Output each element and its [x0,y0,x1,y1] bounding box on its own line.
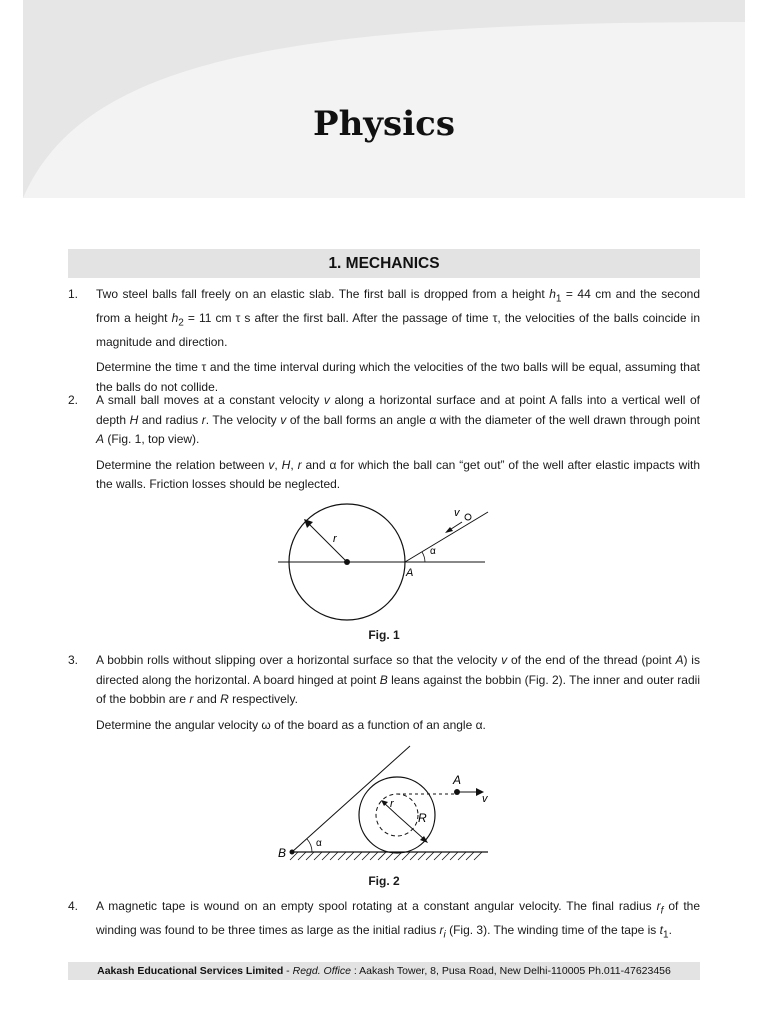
problem-4-statement: A magnetic tape is wound on an empty spool rotating at a constant angular velocity. The final radius $r_f$ of the winding was found to be three times as large as the initial radius $r_i$ (Fig. 3). The winding time of the tape is $t_1$. [96,899,700,941]
fig1-label-r: r [333,533,337,545]
fig2-label-alpha: α [316,838,322,849]
fig2-label-r: r [390,798,394,810]
fig1-label-a: A [406,567,414,579]
problem-number: 4. [68,899,79,913]
problem-2-statement: A small ball moves at a constant velocity v along a horizontal surface and at point A falls into a vertical well of depth H and radius r. The velocity v of the ball forms an angle α with the diameter of the well drawn through point A (Fig. 1, top view). [96,393,700,446]
page-title: Physics [313,104,455,144]
fig1-label-v: v [454,507,460,519]
fig-2-caption: Fig. 2 [368,874,400,888]
problem-number: 3. [68,653,79,667]
problem-3 [68,651,700,741]
fig2-label-R: R [418,811,427,825]
problem-3-question: Determine the angular velocity ω of the board as a function of an angle α. [96,717,486,732]
figure-2 [270,740,500,870]
figure-1 [270,500,500,630]
fig2-label-a: A [453,773,462,787]
header-curve [23,0,745,198]
fig2-label-b: B [278,846,287,860]
problem-number: 1. [68,287,79,301]
fig-1-caption: Fig. 1 [368,628,400,642]
problem-number: 2. [68,393,79,407]
problem-1-question: Determine the time τ and the time interval during which the velocities of the two balls will be equal, assuming that the balls do not collide. [96,360,700,394]
problem-1-statement: Two steel balls fall freely on an elastic slab. The first ball is dropped from a height $h_1 = 44$ cm and the second from a height $h_2 = 11$ cm τ s after the first ball. After the passage of time τ, the velocities of the balls coincide in magnitude and direction. [96,287,701,349]
footer-address: : Aakash Tower, 8, Pusa Road, New Delhi-110005 Ph.011-47623456 [350,965,671,977]
section-heading: 1. MECHANICS [68,249,700,278]
fig2-label-v: v [482,793,488,805]
problem-2-question: Determine the relation between v, H, r and α for which the ball can “get out” of the well after elastic impacts with the walls. Friction losses should be neglected. [96,457,700,491]
problem-2 [68,391,700,501]
problem-1 [68,285,700,403]
footer: Aakash Educational Services Limited - Regd. Office : Aakash Tower, 8, Pusa Road, New Delhi-110005 Ph.011-47623456 [68,962,700,980]
footer-regd-office: Regd. Office [292,965,351,977]
fig1-label-alpha: α [430,546,436,557]
problem-4 [68,897,700,951]
footer-company: Aakash Educational Services Limited [97,965,284,977]
header-band [23,0,745,198]
problem-3-statement: A bobbin rolls without slipping over a horizontal surface so that the velocity v of the end of the thread (point A) is directed along the horizontal. A board hinged at point B leans against the bobbin (Fig. 2). The inner and outer radii of the bobbin are r and R respectively. [96,653,700,706]
